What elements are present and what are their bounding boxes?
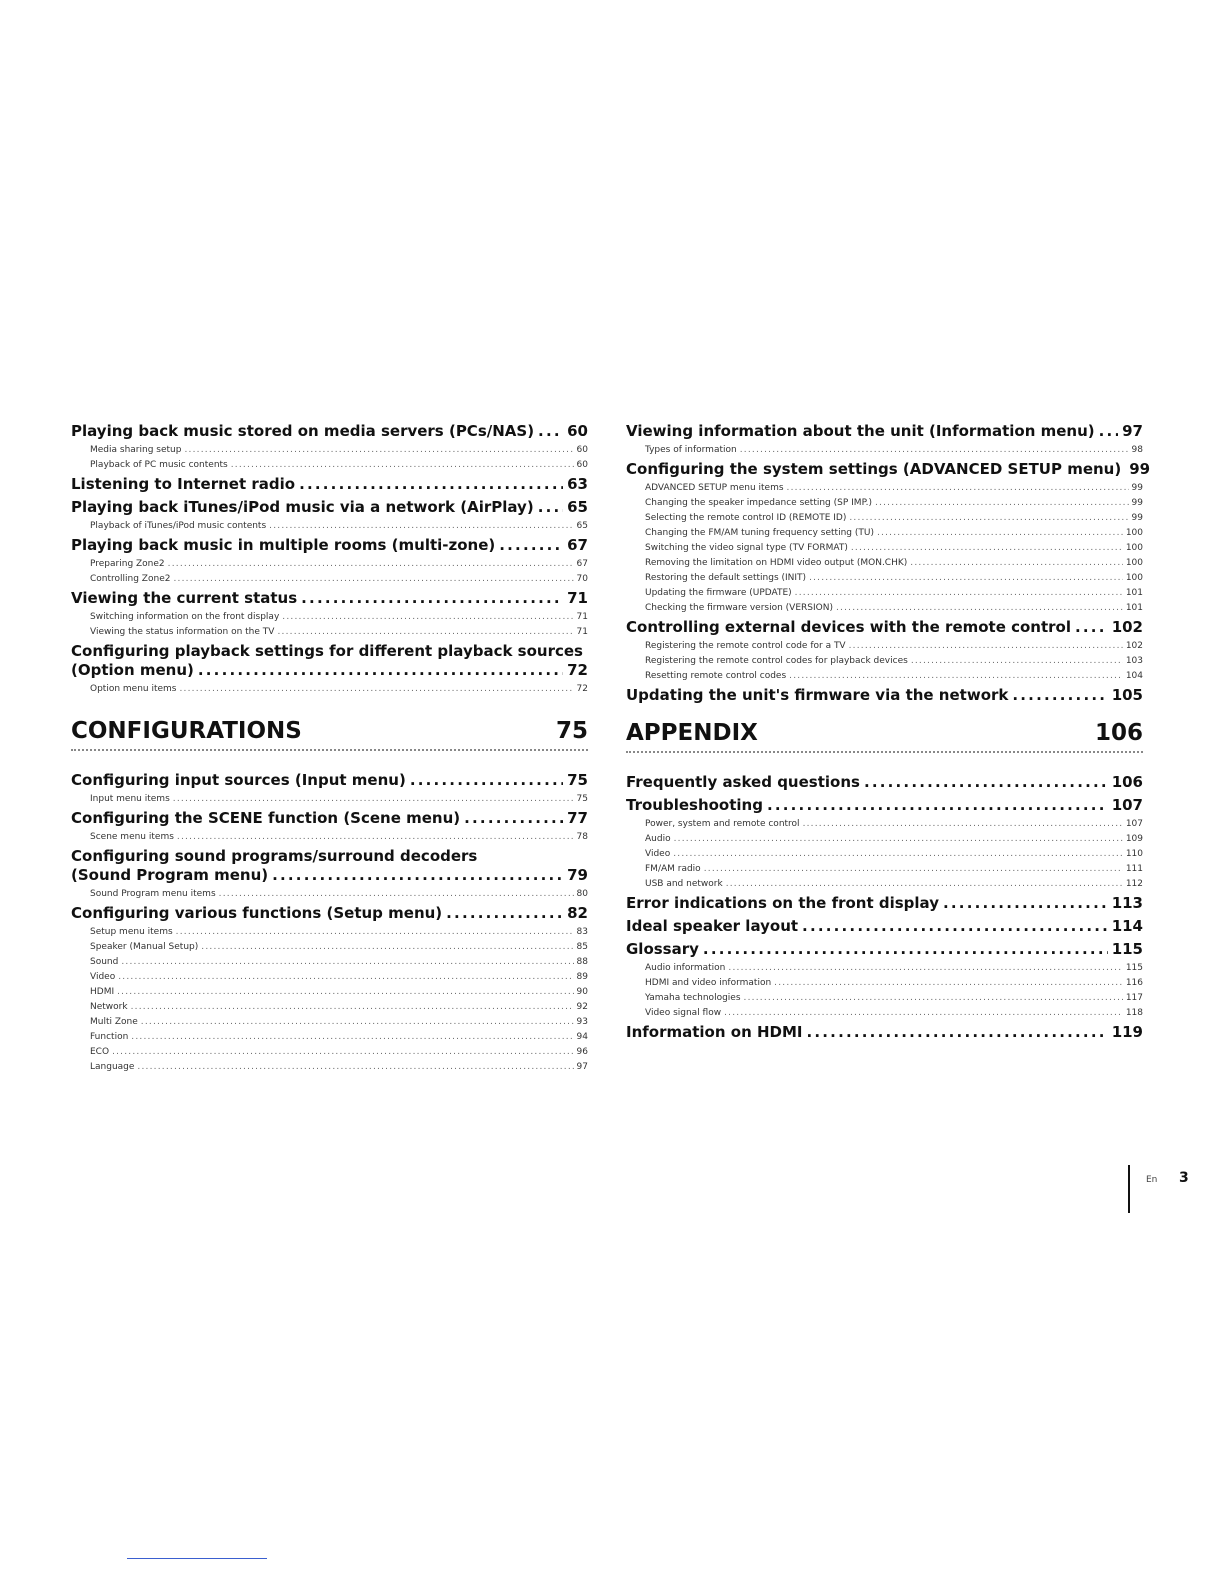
toc-subentry[interactable]: [71, 927, 588, 938]
toc-subentry[interactable]: [71, 987, 588, 998]
section-title: APPENDIX: [626, 720, 758, 746]
toc-subentry-page: 99: [1131, 513, 1143, 523]
dot-leader: [802, 917, 1108, 936]
toc-entry-page: 65: [567, 498, 588, 516]
toc-subentry[interactable]: [71, 460, 588, 471]
dot-leader: [410, 771, 563, 790]
toc-entry[interactable]: [71, 536, 588, 585]
dot-leader: [1075, 618, 1108, 637]
dot-leader: [806, 1023, 1107, 1042]
dot-leader: [173, 574, 573, 585]
toc-entry-title: Updating the unit's firmware via the network: [626, 686, 1009, 704]
toc-subentry-page: 100: [1125, 528, 1143, 538]
toc-entry-title-line2: (Sound Program menu): [71, 866, 269, 884]
toc-group-right-2: [626, 773, 1143, 1042]
toc-subentry-title: Speaker (Manual Setup): [90, 942, 199, 952]
section-header-appendix: [626, 719, 1143, 753]
toc-subentry-page: 111: [1125, 864, 1143, 874]
dot-leader: [121, 957, 573, 968]
toc-subentry-title: Playback of iTunes/iPod music contents: [90, 521, 267, 531]
toc-subentry-page: 92: [576, 1002, 588, 1012]
dot-leader: [787, 483, 1129, 494]
toc-subentry-title: Viewing the status information on the TV: [90, 627, 275, 637]
toc-entry-title: Playing back iTunes/iPod music via a network (AirPlay): [71, 498, 534, 516]
toc-entry-title-line1: Configuring sound programs/surround decoders: [71, 847, 478, 865]
toc-subentry-title: Sound Program menu items: [90, 889, 216, 899]
dot-leader: [184, 445, 573, 456]
dot-leader: [177, 832, 574, 843]
dot-leader: [301, 589, 563, 608]
toc-subentry-title: Option menu items: [90, 684, 177, 694]
toc-entry-page: 115: [1111, 940, 1143, 958]
toc-subentry-page: 118: [1125, 1008, 1143, 1018]
dot-leader: [118, 972, 573, 983]
toc-subentry-page: 71: [576, 627, 588, 637]
toc-subentry[interactable]: [626, 483, 1143, 494]
toc-subentry-page: 80: [576, 889, 588, 899]
toc-entry[interactable]: [71, 498, 588, 532]
toc-subentry[interactable]: [626, 513, 1143, 524]
dot-leader: [1012, 686, 1107, 705]
toc-subentry-title: Controlling Zone2: [90, 574, 171, 584]
dot-leader: [173, 794, 574, 805]
toc-entry[interactable]: [626, 940, 1143, 1019]
toc-entry-page: 106: [1111, 773, 1143, 791]
toc-subentry-title: Media sharing setup: [90, 445, 182, 455]
toc-entry[interactable]: [626, 894, 1143, 913]
toc-entry-title: Playing back music in multiple rooms (multi-zone): [71, 536, 496, 554]
dot-leader: [141, 1017, 574, 1028]
toc-subentry-title: ADVANCED SETUP menu items: [645, 483, 784, 493]
toc-subentry-page: 60: [576, 445, 588, 455]
toc-subentry-title: HDMI and video information: [645, 978, 772, 988]
toc-entry[interactable]: [626, 773, 1143, 792]
toc-subentry-title: Resetting remote control codes: [645, 671, 787, 681]
toc-subentry-page: 89: [576, 972, 588, 982]
toc-subentry[interactable]: [626, 1008, 1143, 1019]
toc-subentry-page: 85: [576, 942, 588, 952]
toc-entry-title: Error indications on the front display: [626, 894, 940, 912]
toc-entry-option-menu[interactable]: [71, 642, 588, 695]
footer-page-number: 3: [1179, 1170, 1189, 1186]
toc-entry[interactable]: [71, 771, 588, 805]
toc-subentry-title: Audio information: [645, 963, 726, 973]
toc-entry-page: 114: [1111, 917, 1143, 935]
toc-subentry[interactable]: [71, 957, 588, 968]
toc-subentry-page: 100: [1125, 558, 1143, 568]
toc-subentry-page: 96: [576, 1047, 588, 1057]
dot-leader: [464, 809, 563, 828]
page-footer: [1128, 1165, 1208, 1213]
toc-group-left-1: [71, 422, 588, 638]
toc-subentry-page: 93: [576, 1017, 588, 1027]
toc-entry-title: Information on HDMI: [626, 1023, 803, 1041]
toc-subentry[interactable]: [626, 879, 1143, 890]
toc-subentry-title: Yamaha technologies: [645, 993, 741, 1003]
toc-subentry-page: 102: [1125, 641, 1143, 651]
toc-entry-page: 105: [1111, 686, 1143, 704]
toc-entry-title-line1: Configuring playback settings for different playback sources: [71, 642, 583, 660]
toc-subentry-page: 100: [1125, 573, 1143, 583]
toc-subentry-page: 71: [576, 612, 588, 622]
toc-subentry-title: Updating the firmware (UPDATE): [645, 588, 792, 598]
dot-leader: [180, 684, 574, 695]
dot-leader: [168, 559, 574, 570]
toc-subentry-page: 98: [1131, 445, 1143, 455]
toc-entry[interactable]: [71, 904, 588, 1073]
toc-subentry-title: Power, system and remote control: [645, 819, 800, 829]
toc-subentry[interactable]: [71, 1062, 588, 1073]
dot-leader: [744, 993, 1123, 1004]
dot-leader: [728, 963, 1122, 974]
toc-group-left-3: [71, 904, 588, 1073]
toc-entry-title: Frequently asked questions: [626, 773, 860, 791]
toc-right-column: [626, 422, 1151, 1046]
dot-leader: [703, 940, 1108, 959]
toc-subentry-title: Selecting the remote control ID (REMOTE ID): [645, 513, 847, 523]
dot-leader: [446, 904, 563, 923]
toc-subentry-title: Input menu items: [90, 794, 170, 804]
toc-subentry-title: Video signal flow: [645, 1008, 722, 1018]
toc-entry[interactable]: [626, 618, 1143, 682]
dot-leader: [137, 1062, 573, 1073]
toc-subentry-title: Preparing Zone2: [90, 559, 165, 569]
toc-subentry-page: 99: [1131, 483, 1143, 493]
toc-subentry-title: Changing the speaker impedance setting (SP IMP.): [645, 498, 872, 508]
toc-subentry-title: Removing the limitation on HDMI video output (MON.CHK): [645, 558, 908, 568]
toc-subentry-title: Registering the remote control code for a TV: [645, 641, 846, 651]
toc-subentry-page: 88: [576, 957, 588, 967]
toc-entry-title: Configuring the system settings (ADVANCED SETUP menu): [626, 460, 1122, 478]
toc-subentry[interactable]: [626, 963, 1143, 974]
section-page: 75: [555, 718, 588, 744]
toc-subentry-title: USB and network: [645, 879, 723, 889]
toc-subentry-page: 65: [576, 521, 588, 531]
toc-subentry-title: Restoring the default settings (INIT): [645, 573, 807, 583]
dot-leader: [219, 889, 574, 900]
toc-subentry-title: HDMI: [90, 987, 115, 997]
dot-leader: [877, 528, 1123, 539]
toc-entry-page: 97: [1122, 422, 1143, 440]
toc-subentry-page: 110: [1125, 849, 1143, 859]
toc-left-column: [71, 422, 588, 1077]
footer-language: En: [1146, 1175, 1158, 1185]
dot-leader: [767, 796, 1108, 815]
toc-subentry[interactable]: [626, 528, 1143, 539]
toc-entry-title: Viewing information about the unit (Information menu): [626, 422, 1095, 440]
dot-leader: [176, 927, 574, 938]
toc-entry-title: Controlling external devices with the remote control: [626, 618, 1072, 636]
toc-subentry[interactable]: [626, 603, 1143, 614]
toc-entry[interactable]: [71, 809, 588, 843]
toc-subentry[interactable]: [626, 573, 1143, 584]
toc-subentry-page: 103: [1125, 656, 1143, 666]
toc-subentry-page: 94: [576, 1032, 588, 1042]
toc-subentry-page: 104: [1125, 671, 1143, 681]
toc-entry-sound-program[interactable]: [71, 847, 588, 900]
toc-subentry[interactable]: [626, 978, 1143, 989]
toc-subentry[interactable]: [71, 832, 588, 843]
dot-leader: [851, 543, 1123, 554]
toc-entry-page: 77: [567, 809, 588, 827]
dot-leader: [1099, 422, 1119, 441]
toc-subentry-page: 75: [576, 794, 588, 804]
toc-subentry-page: 115: [1125, 963, 1143, 973]
toc-subentry[interactable]: [71, 445, 588, 456]
toc-subentry[interactable]: [626, 558, 1143, 569]
footer-rule: [1128, 1165, 1130, 1213]
toc-entry[interactable]: [626, 917, 1143, 936]
dot-leader: [795, 588, 1123, 599]
toc-entry[interactable]: [626, 460, 1151, 614]
section-title: CONFIGURATIONS: [71, 718, 302, 744]
toc-entry-title: Configuring the SCENE function (Scene menu): [71, 809, 461, 827]
toc-subentry-title: Video: [90, 972, 116, 982]
toc-subentry-page: 97: [576, 1062, 588, 1072]
section-page: 106: [1094, 720, 1143, 746]
toc-subentry[interactable]: [71, 1047, 588, 1058]
dot-leader: [774, 978, 1123, 989]
toc-subentry-title: Language: [90, 1062, 135, 1072]
toc-subentry-title: Playback of PC music contents: [90, 460, 228, 470]
toc-subentry-title: Setup menu items: [90, 927, 173, 937]
toc-subentry[interactable]: [626, 445, 1143, 456]
dot-leader: [740, 445, 1129, 456]
toc-entry-page: 72: [567, 661, 588, 679]
toc-subentry-title: Types of information: [645, 445, 737, 455]
bottom-link-underline: [127, 1558, 267, 1559]
toc-subentry-page: 101: [1125, 588, 1143, 598]
toc-subentry-page: 101: [1125, 603, 1143, 613]
toc-subentry[interactable]: [626, 834, 1143, 845]
toc-entry-page: 67: [567, 536, 588, 554]
toc-subentry-page: 100: [1125, 543, 1143, 553]
toc-entry-page: 102: [1111, 618, 1143, 636]
toc-subentry[interactable]: [626, 993, 1143, 1004]
toc-entry[interactable]: [626, 796, 1143, 890]
dot-leader: [201, 942, 573, 953]
toc-subentry-title: Switching information on the front display: [90, 612, 280, 622]
dot-leader: [272, 866, 563, 885]
toc-subentry-page: 78: [576, 832, 588, 842]
toc-entry[interactable]: [71, 475, 588, 494]
dot-leader: [943, 894, 1108, 913]
toc-entry-title: Configuring input sources (Input menu): [71, 771, 406, 789]
toc-subentry[interactable]: [71, 1017, 588, 1028]
dot-leader: [849, 641, 1123, 652]
dot-leader: [836, 603, 1123, 614]
toc-entry-title: Ideal speaker layout: [626, 917, 799, 935]
toc-entry-title: Configuring various functions (Setup menu): [71, 904, 443, 922]
toc-subentry[interactable]: [71, 794, 588, 805]
dot-leader: [499, 536, 563, 555]
toc-entry-page: 113: [1111, 894, 1143, 912]
toc-subentry[interactable]: [71, 972, 588, 983]
toc-entry-page: 119: [1111, 1023, 1143, 1041]
dot-leader: [726, 879, 1123, 890]
toc-entry-page: 79: [567, 866, 588, 884]
dot-leader: [131, 1002, 574, 1013]
toc-entry-title: Playing back music stored on media servers (PCs/NAS): [71, 422, 535, 440]
toc-subentry-title: Checking the firmware version (VERSION): [645, 603, 833, 613]
toc-subentry[interactable]: [71, 1032, 588, 1043]
toc-group-right-1: [626, 422, 1151, 705]
dot-leader: [538, 422, 563, 441]
dot-leader: [724, 1008, 1123, 1019]
toc-entry-page: 60: [567, 422, 588, 440]
toc-subentry-title: Video: [645, 849, 671, 859]
toc-entry-title: Viewing the current status: [71, 589, 298, 607]
dot-leader: [911, 656, 1123, 667]
toc-subentry[interactable]: [71, 627, 588, 638]
toc-subentry-page: 70: [576, 574, 588, 584]
dot-leader: [789, 671, 1123, 682]
dot-leader: [910, 558, 1123, 569]
toc-entry-title: Listening to Internet radio: [71, 475, 296, 493]
toc-entry[interactable]: [71, 422, 588, 471]
toc-entry[interactable]: [626, 422, 1143, 456]
dot-leader: [673, 849, 1123, 860]
dot-leader: [809, 573, 1123, 584]
dot-leader: [112, 1047, 573, 1058]
dot-leader: [277, 627, 573, 638]
dot-leader: [117, 987, 573, 998]
dot-leader: [231, 460, 574, 471]
toc-subentry-title: Registering the remote control codes for playback devices: [645, 656, 908, 666]
toc-entry-page: 107: [1111, 796, 1143, 814]
dot-leader: [282, 612, 573, 623]
toc-subentry-page: 67: [576, 559, 588, 569]
toc-subentry-title: Sound: [90, 957, 119, 967]
toc-subentry[interactable]: [71, 559, 588, 570]
dot-leader: [875, 498, 1129, 509]
toc-subentry[interactable]: [71, 889, 588, 900]
toc-subentry[interactable]: [626, 864, 1143, 875]
toc-subentry-title: Switching the video signal type (TV FORMAT): [645, 543, 848, 553]
dot-leader: [803, 819, 1123, 830]
toc-subentry[interactable]: [71, 684, 588, 695]
toc-entry-title: Troubleshooting: [626, 796, 763, 814]
toc-subentry-title: FM/AM radio: [645, 864, 701, 874]
toc-subentry-title: ECO: [90, 1047, 110, 1057]
toc-subentry-title: Multi Zone: [90, 1017, 138, 1027]
toc-subentry[interactable]: [71, 521, 588, 532]
dot-leader: [674, 834, 1123, 845]
dot-leader: [269, 521, 573, 532]
toc-subentry-title: Network: [90, 1002, 128, 1012]
toc-entry-page: 63: [567, 475, 588, 493]
toc-subentry[interactable]: [626, 641, 1143, 652]
toc-subentry-title: Audio: [645, 834, 671, 844]
dot-leader: [131, 1032, 573, 1043]
dot-leader: [198, 661, 563, 680]
toc-subentry[interactable]: [71, 574, 588, 585]
toc-subentry-page: 60: [576, 460, 588, 470]
toc-subentry[interactable]: [626, 819, 1143, 830]
toc-group-left-2: [71, 771, 588, 843]
toc-subentry[interactable]: [71, 942, 588, 953]
dot-leader: [538, 498, 563, 517]
toc-subentry-page: 116: [1125, 978, 1143, 988]
dot-leader: [864, 773, 1108, 792]
dot-leader: [299, 475, 563, 494]
toc-subentry-page: 72: [576, 684, 588, 694]
toc-subentry[interactable]: [626, 849, 1143, 860]
toc-entry-page: 82: [567, 904, 588, 922]
toc-subentry[interactable]: [71, 612, 588, 623]
toc-entry-title: Glossary: [626, 940, 699, 958]
toc-subentry[interactable]: [626, 671, 1143, 682]
toc-entry[interactable]: [71, 589, 588, 638]
toc-entry-page: 71: [567, 589, 588, 607]
toc-subentry[interactable]: [626, 498, 1143, 509]
toc-subentry[interactable]: [626, 656, 1143, 667]
toc-subentry[interactable]: [626, 588, 1143, 599]
toc-subentry-title: Changing the FM/AM tuning frequency setting (TU): [645, 528, 874, 538]
dot-leader: [849, 513, 1128, 524]
toc-subentry[interactable]: [71, 1002, 588, 1013]
toc-subentry-title: Function: [90, 1032, 129, 1042]
toc-subentry-page: 109: [1125, 834, 1143, 844]
toc-entry-page: 75: [567, 771, 588, 789]
toc-entry[interactable]: [626, 1023, 1143, 1042]
toc-entry-title-line2: (Option menu): [71, 661, 194, 679]
toc-subentry-page: 107: [1125, 819, 1143, 829]
toc-subentry-page: 99: [1131, 498, 1143, 508]
toc-subentry-page: 83: [576, 927, 588, 937]
section-header-configurations: [71, 717, 588, 751]
toc-subentry-page: 90: [576, 987, 588, 997]
toc-entry-page: 99: [1129, 460, 1151, 478]
toc-subentry-page: 112: [1125, 879, 1143, 889]
toc-subentry-title: Scene menu items: [90, 832, 174, 842]
toc-entry[interactable]: [626, 686, 1143, 705]
dot-leader: [704, 864, 1123, 875]
toc-subentry-page: 117: [1125, 993, 1143, 1003]
toc-subentry[interactable]: [626, 543, 1143, 554]
